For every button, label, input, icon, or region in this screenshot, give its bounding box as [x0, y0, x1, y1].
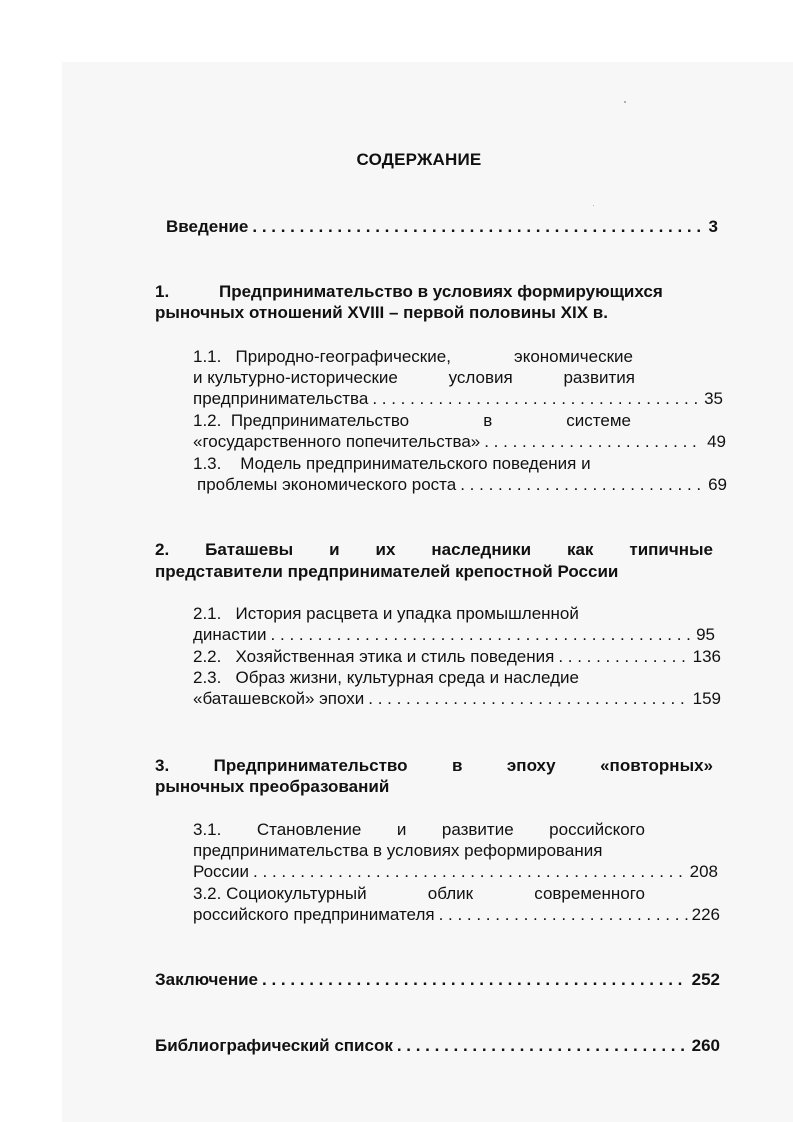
dot-leader — [372, 388, 700, 409]
chapter-title-word: Баташевы — [205, 540, 294, 559]
section-number: 2.2. — [193, 647, 222, 666]
chapter-3-heading[interactable] — [155, 755, 713, 776]
entry-page: 260 — [691, 1036, 720, 1055]
dot-leader — [368, 688, 688, 709]
section-number: 1.2. — [193, 411, 222, 430]
toc-entry-1-1[interactable] — [193, 346, 633, 367]
dot-leader — [460, 474, 704, 495]
toc-entry-1-1-line-2 — [193, 367, 635, 388]
chapter-title-word: эпоху — [506, 756, 556, 775]
section-text: России — [193, 862, 250, 881]
entry-page: 95 — [696, 625, 715, 644]
chapter-title-line-1: Предпринимательство в условиях формирующихся — [219, 282, 663, 301]
entry-page: 208 — [689, 862, 718, 881]
chapter-number: 3. — [155, 756, 170, 775]
entry-page: 3 — [708, 217, 718, 236]
section-text: развития — [563, 368, 635, 387]
chapter-title-word: типичные — [629, 540, 713, 559]
section-text: и культурно-исторические — [193, 368, 398, 387]
section-text: и — [396, 820, 407, 839]
entry-page: 226 — [691, 905, 720, 924]
chapter-title-word: как — [566, 540, 594, 559]
chapter-1-heading[interactable] — [155, 281, 663, 302]
section-text: династии — [193, 625, 267, 644]
section-number: 2.1. — [193, 604, 222, 623]
section-text: экономические — [514, 347, 633, 366]
section-text: Хозяйственная этика и стиль поведения — [235, 647, 555, 666]
section-text: российского — [549, 820, 645, 839]
section-number: 1.1. — [193, 347, 222, 366]
entry-page: 69 — [708, 475, 727, 494]
toc-entry-1-1-line-3 — [193, 388, 723, 409]
toc-entry-3-1-line-2: предпринимательства в условиях реформирования — [193, 841, 603, 860]
section-text: Социокультурный — [226, 884, 367, 903]
section-text: Природно-географические, — [235, 347, 451, 366]
section-number: 2.3. — [193, 668, 222, 687]
toc-entry-2-3[interactable] — [193, 667, 579, 688]
entry-page: 49 — [707, 432, 726, 451]
section-number: 3.1. — [193, 820, 222, 839]
chapter-number: 1. — [155, 282, 170, 301]
section-text: российского предпринимателя — [193, 905, 435, 924]
section-text: облик — [427, 884, 474, 903]
section-text: Предпринимательство — [230, 411, 410, 430]
chapter-title-word: и — [329, 540, 340, 559]
dot-leader — [252, 216, 704, 237]
entry-page: 159 — [692, 689, 721, 708]
section-text: Образ жизни, культурная среда и наследие — [235, 668, 580, 687]
section-number: 1.3. — [193, 454, 222, 473]
toc-entry-bibliography[interactable] — [155, 1035, 720, 1056]
dot-leader — [439, 904, 688, 925]
section-text: История расцвета и упадка промышленной — [235, 604, 579, 623]
toc-entry-2-2[interactable] — [193, 646, 721, 667]
section-text: Становление — [256, 820, 362, 839]
toc-entry-3-1[interactable] — [193, 819, 645, 840]
toc-entry-1-3-line-2 — [197, 474, 727, 495]
entry-label: Библиографический список — [155, 1036, 393, 1055]
chapter-title-word: наследники — [431, 540, 532, 559]
section-text: «баташевской» эпохи — [193, 689, 365, 708]
dot-leader — [271, 624, 693, 645]
entry-label: Заключение — [155, 970, 258, 989]
entry-page: 35 — [704, 389, 723, 408]
entry-page: 252 — [691, 970, 720, 989]
section-number: 3.2. — [193, 884, 222, 903]
section-text: Модель предпринимательского поведения и — [240, 454, 591, 473]
dot-leader — [558, 646, 688, 667]
toc-entry-2-3-line-2 — [193, 688, 721, 709]
section-text: в — [483, 411, 493, 430]
dot-leader — [253, 861, 686, 882]
entry-page: 136 — [692, 647, 721, 666]
section-text: проблемы экономического роста — [197, 475, 457, 494]
chapter-number: 2. — [155, 540, 170, 559]
toc-entry-conclusion[interactable] — [155, 969, 720, 990]
section-text: предпринимательства — [193, 389, 369, 408]
chapter-2-heading[interactable] — [155, 539, 713, 560]
scan-speck — [593, 205, 594, 206]
toc-entry-1-2[interactable] — [193, 410, 631, 431]
toc-entry-3-2-line-2 — [193, 904, 720, 925]
chapter-2-heading-line-2: представители предпринимателей крепостной России — [155, 562, 619, 581]
chapter-title-word: Предпринимательство — [213, 756, 408, 775]
toc-entry-3-1-line-3 — [193, 861, 718, 882]
entry-label: Введение — [166, 217, 249, 236]
chapter-1-heading-line-2: рыночных отношений XVIII – первой половины XIX в. — [155, 303, 608, 322]
toc-entry-2-1-line-2 — [193, 624, 715, 645]
scan-speck — [624, 101, 626, 103]
section-text: «государственного попечительства» — [193, 432, 481, 451]
section-text: современного — [534, 884, 645, 903]
toc-entry-3-2[interactable] — [193, 883, 645, 904]
dot-leader — [397, 1035, 688, 1056]
section-text: развитие — [441, 820, 514, 839]
page-title: СОДЕРЖАНИЕ — [356, 150, 482, 169]
toc-entry-2-1[interactable] — [193, 603, 579, 624]
dot-leader — [262, 969, 688, 990]
toc-entry-introduction[interactable] — [166, 216, 718, 237]
chapter-3-heading-line-2: рыночных преобразований — [155, 777, 390, 796]
toc-entry-1-2-line-2 — [193, 431, 726, 452]
toc-entry-1-3[interactable] — [193, 453, 591, 474]
chapter-title-word: их — [375, 540, 396, 559]
chapter-title-word: «повторных» — [600, 756, 713, 775]
section-text: условия — [448, 368, 513, 387]
chapter-title-word: в — [452, 756, 463, 775]
section-text: системе — [566, 411, 631, 430]
dot-leader — [484, 431, 703, 452]
